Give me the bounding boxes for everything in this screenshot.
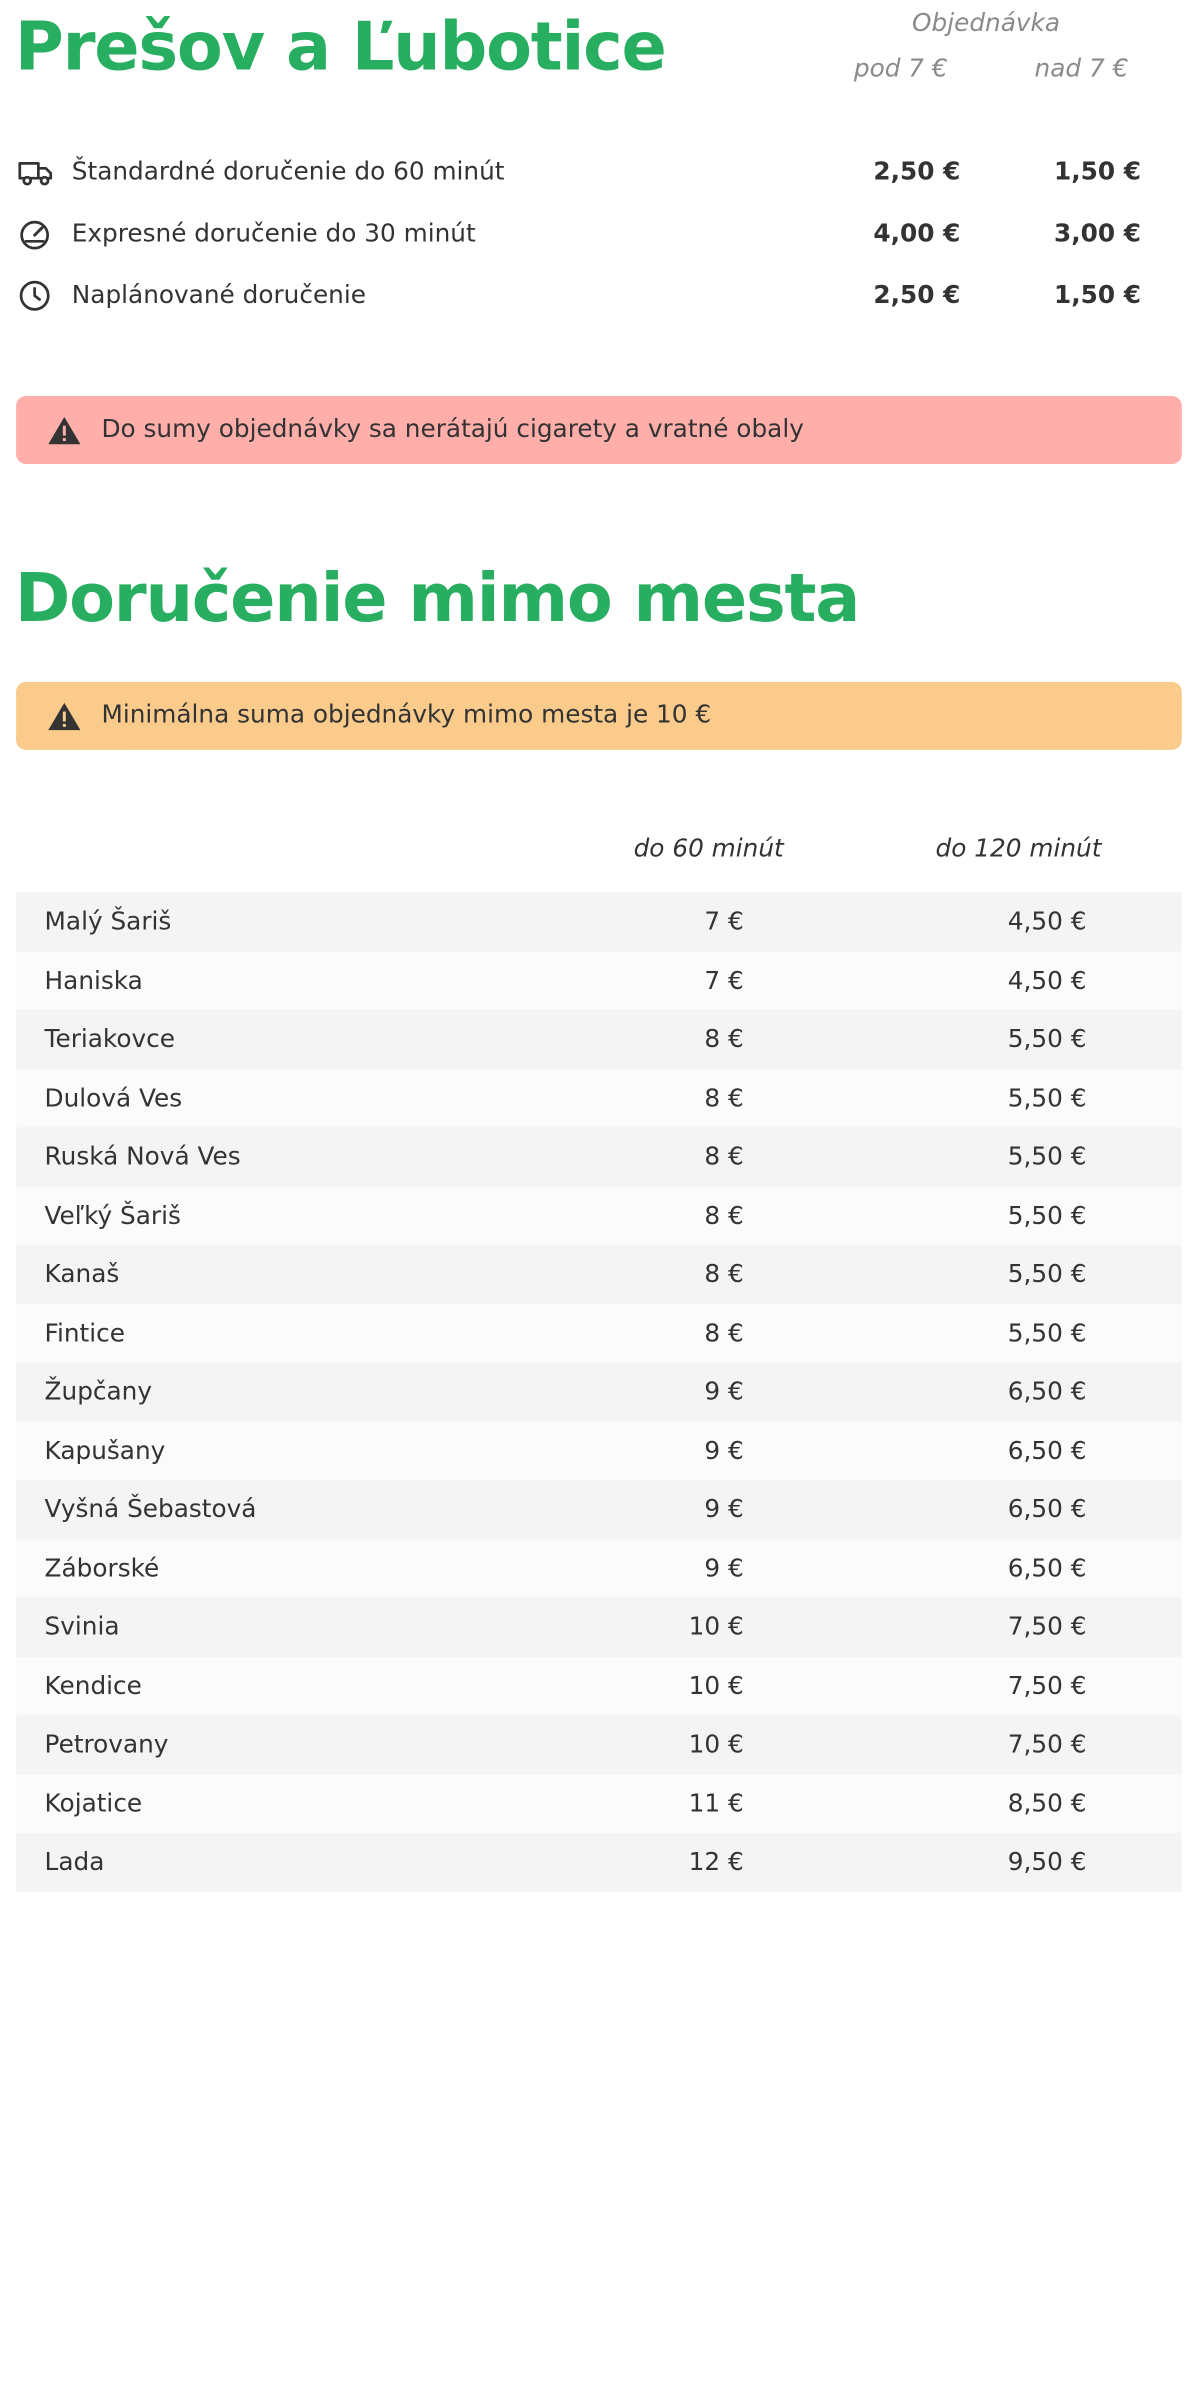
price-under: 4,00 € xyxy=(873,217,961,248)
table-row xyxy=(16,1480,1182,1539)
price-60min: 7 € xyxy=(704,905,744,936)
price-60min: 12 € xyxy=(688,1846,744,1877)
town-name: Vyšná Šebastová xyxy=(44,1493,257,1524)
price-over: 1,50 € xyxy=(1054,155,1141,186)
price-60min: 9 € xyxy=(704,1552,744,1583)
price-over: 1,50 € xyxy=(1054,279,1141,310)
price-60min: 10 € xyxy=(688,1670,744,1700)
price-120min: 7,50 € xyxy=(1007,1670,1087,1700)
price-60min: 9 € xyxy=(704,1434,744,1465)
warning-icon xyxy=(46,413,83,448)
warning-icon xyxy=(46,699,83,734)
table-row xyxy=(16,1539,1182,1598)
price-120min: 7,50 € xyxy=(1007,1728,1087,1759)
truck-icon xyxy=(17,155,54,190)
table-row xyxy=(16,1304,1182,1363)
town-price-table xyxy=(16,892,1182,1891)
table-row xyxy=(16,1362,1182,1421)
price-60min: 8 € xyxy=(704,1199,744,1230)
price-under: 2,50 € xyxy=(873,279,961,310)
town-name: Fintice xyxy=(44,1317,125,1348)
outside-section-title: Doručenie mimo mesta xyxy=(14,559,860,638)
price-60min: 8 € xyxy=(704,1258,744,1289)
price-60min: 9 € xyxy=(704,1493,744,1524)
alert-text: Do sumy objednávky sa nerátajú cigarety a vratné obaly xyxy=(101,413,804,444)
price-120min: 6,50 € xyxy=(1007,1493,1087,1524)
town-name: Lada xyxy=(44,1846,105,1877)
price-120min: 9,50 € xyxy=(1007,1846,1087,1877)
table-row xyxy=(16,1833,1182,1892)
table-row xyxy=(16,951,1182,1010)
table-row xyxy=(16,1774,1182,1833)
alert-text: Minimálna suma objednávky mimo mesta je 10 € xyxy=(101,699,712,729)
delivery-row-express xyxy=(17,215,1168,252)
table-row xyxy=(16,1715,1182,1774)
price-60min: 10 € xyxy=(688,1611,744,1641)
order-header-title: Objednávka xyxy=(912,7,1061,38)
price-60min: 7 € xyxy=(704,964,744,995)
delivery-row-label: Štandardné doručenie do 60 minút xyxy=(71,155,505,186)
order-header-under: pod 7 € xyxy=(853,53,948,83)
delivery-row-label: Naplánované doručenie xyxy=(71,279,366,310)
price-120min: 5,50 € xyxy=(1007,1023,1087,1054)
table-row xyxy=(16,1127,1182,1186)
table-row xyxy=(16,892,1182,951)
table-row xyxy=(16,1598,1182,1657)
town-name: Malý Šariš xyxy=(44,905,172,936)
price-60min: 8 € xyxy=(704,1023,744,1054)
town-name: Záborské xyxy=(44,1552,160,1583)
price-over: 3,00 € xyxy=(1054,217,1141,248)
delivery-row-standard xyxy=(17,153,1168,190)
town-name: Kapušany xyxy=(44,1434,166,1465)
city-section-title: Prešov a Ľubotice xyxy=(14,7,666,86)
price-120min: 8,50 € xyxy=(1007,1787,1087,1818)
price-120min: 5,50 € xyxy=(1007,1258,1087,1289)
table-header-60min: do 60 minút xyxy=(633,832,784,863)
price-120min: 6,50 € xyxy=(1007,1434,1087,1465)
price-120min: 4,50 € xyxy=(1007,964,1087,995)
price-120min: 5,50 € xyxy=(1007,1199,1087,1230)
price-120min: 6,50 € xyxy=(1007,1376,1087,1406)
table-row xyxy=(16,1010,1182,1069)
table-row xyxy=(16,1069,1182,1128)
order-header-over: nad 7 € xyxy=(1034,53,1129,83)
delivery-row-label: Expresné doručenie do 30 minút xyxy=(71,217,476,248)
price-120min: 5,50 € xyxy=(1007,1082,1087,1112)
town-name: Svinia xyxy=(44,1611,120,1641)
town-name: Veľký Šariš xyxy=(44,1199,181,1230)
price-60min: 11 € xyxy=(688,1787,744,1818)
price-120min: 6,50 € xyxy=(1007,1552,1087,1583)
price-120min: 5,50 € xyxy=(1007,1140,1087,1171)
town-name: Petrovany xyxy=(44,1728,169,1759)
town-name: Župčany xyxy=(44,1376,153,1406)
price-under: 2,50 € xyxy=(873,155,961,186)
price-60min: 8 € xyxy=(704,1082,744,1112)
alert-minimum-order xyxy=(16,682,1182,750)
town-name: Ruská Nová Ves xyxy=(44,1140,241,1171)
town-name: Kanaš xyxy=(44,1258,120,1289)
table-row xyxy=(16,1656,1182,1715)
town-name: Teriakovce xyxy=(44,1023,175,1054)
town-name: Kojatice xyxy=(44,1787,143,1818)
alert-cigarettes xyxy=(16,396,1182,464)
table-row xyxy=(16,1245,1182,1304)
table-row xyxy=(16,1421,1182,1480)
delivery-row-scheduled xyxy=(17,277,1168,314)
price-60min: 8 € xyxy=(704,1140,744,1171)
price-60min: 10 € xyxy=(688,1728,744,1759)
price-60min: 9 € xyxy=(704,1376,744,1406)
town-name: Kendice xyxy=(44,1670,142,1700)
price-120min: 4,50 € xyxy=(1007,905,1087,936)
price-60min: 8 € xyxy=(704,1317,744,1348)
price-120min: 5,50 € xyxy=(1007,1317,1087,1348)
speedometer-icon xyxy=(17,217,54,252)
price-120min: 7,50 € xyxy=(1007,1611,1087,1641)
town-name: Haniska xyxy=(44,964,143,995)
table-header-120min: do 120 minút xyxy=(935,832,1102,863)
town-name: Dulová Ves xyxy=(44,1082,183,1112)
clock-icon xyxy=(17,278,54,313)
table-row xyxy=(16,1186,1182,1245)
